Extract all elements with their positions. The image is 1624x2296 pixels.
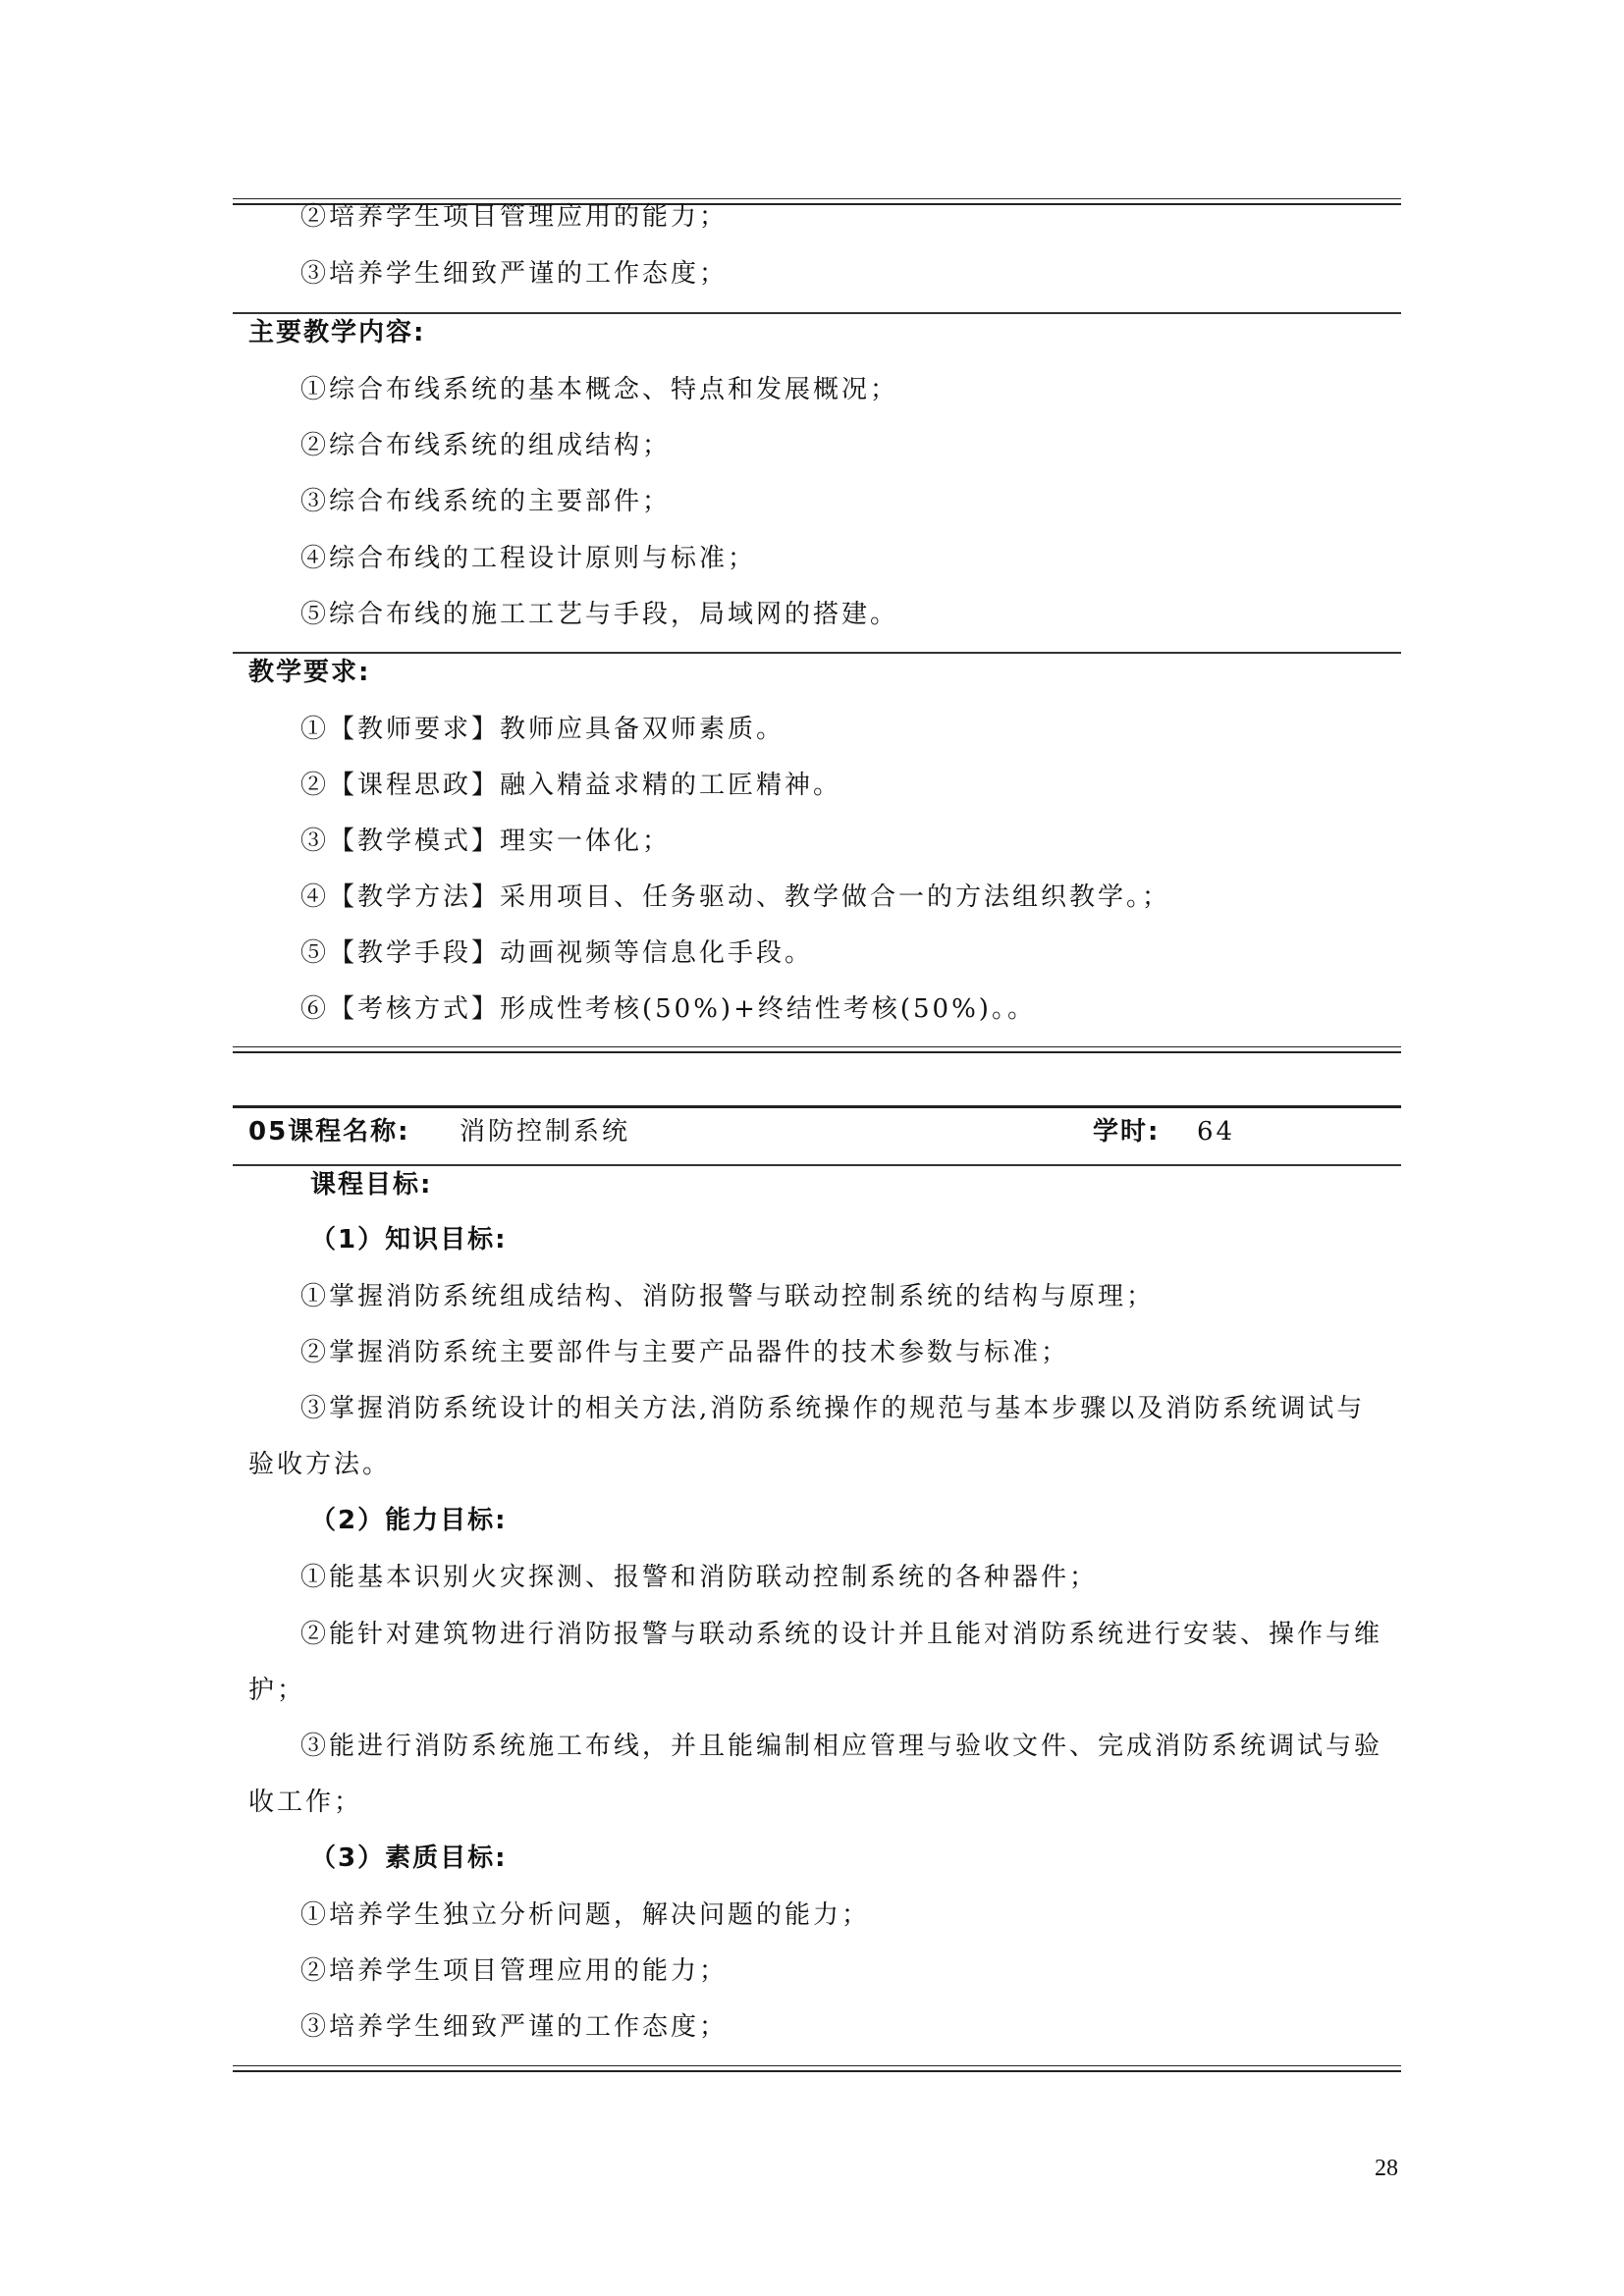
course-header <box>248 1115 1401 1148</box>
course-hours-value: 64 <box>1197 1117 1236 1147</box>
quality-title: （3）素质目标: <box>310 1843 508 1873</box>
ability-title: （2）能力目标: <box>310 1506 508 1535</box>
requirement-item: ①【教师要求】教师应具备双师素质。 <box>300 715 785 744</box>
knowledge-item: ①掌握消防系统组成结构、消防报警与联动控制系统的结构与原理； <box>300 1282 1156 1311</box>
requirements-rule <box>233 652 1401 654</box>
course-header-rule <box>233 1164 1401 1166</box>
content-item: ②综合布线系统的组成结构； <box>300 431 672 460</box>
course-hours-label: 学时: <box>1093 1117 1161 1147</box>
requirement-item: ⑤【教学手段】动画视频等信息化手段。 <box>300 938 814 968</box>
content-rule <box>233 312 1401 314</box>
ability-item-cont: 收工作； <box>248 1788 363 1817</box>
knowledge-item: ②掌握消防系统主要部件与主要产品器件的技术参数与标准； <box>300 1338 1070 1367</box>
requirements-title: 教学要求: <box>248 658 371 687</box>
content-item: ④综合布线的工程设计原则与标准； <box>300 544 757 573</box>
content-item: ⑤综合布线的施工工艺与手段，局域网的搭建。 <box>300 600 899 629</box>
content-title: 主要教学内容: <box>248 318 426 347</box>
top-item-2: ②培养学生项目管理应用的能力； <box>300 202 729 232</box>
quality-item: ②培养学生项目管理应用的能力； <box>300 1956 729 1986</box>
course-name-label: 05课程名称: <box>248 1117 410 1147</box>
requirement-item: ⑥【考核方式】形成性考核(50%)+终结性考核(50%)。。 <box>300 994 1036 1024</box>
course-end-rule <box>233 2065 1401 2072</box>
quality-item: ①培养学生独立分析问题，解决问题的能力； <box>300 1900 871 1930</box>
ability-item: ②能针对建筑物进行消防报警与联动系统的设计并且能对消防系统进行安装、操作与维 <box>300 1620 1383 1649</box>
knowledge-item: ③掌握消防系统设计的相关方法,消防系统操作的规范与基本步骤以及消防系统调试与 <box>300 1394 1366 1423</box>
top-item-3: ③培养学生细致严谨的工作态度； <box>300 259 729 289</box>
course-top-rule <box>233 1105 1401 1108</box>
requirement-item: ③【教学模式】理实一体化； <box>300 827 672 856</box>
content-item: ③综合布线系统的主要部件； <box>300 487 672 516</box>
ability-item-cont: 护； <box>248 1676 306 1705</box>
quality-item: ③培养学生细致严谨的工作态度； <box>300 2012 729 2042</box>
page-number: 28 <box>1375 2156 1398 2181</box>
knowledge-title: （1）知识目标: <box>310 1225 508 1255</box>
requirement-item: ②【课程思政】融入精益求精的工匠精神。 <box>300 771 842 800</box>
requirement-item: ④【教学方法】采用项目、任务驱动、教学做合一的方法组织教学。； <box>300 882 1171 912</box>
content-item: ①综合布线系统的基本概念、特点和发展概况； <box>300 375 899 404</box>
course-name-value: 消防控制系统 <box>460 1117 631 1147</box>
ability-item: ③能进行消防系统施工布线，并且能编制相应管理与验收文件、完成消防系统调试与验 <box>300 1732 1383 1761</box>
ability-item: ①能基本识别火灾探测、报警和消防联动控制系统的各种器件； <box>300 1563 1099 1592</box>
section-end-rule <box>233 1046 1401 1053</box>
objectives-title: 课程目标: <box>310 1170 433 1200</box>
knowledge-item-cont: 验收方法。 <box>248 1450 392 1479</box>
